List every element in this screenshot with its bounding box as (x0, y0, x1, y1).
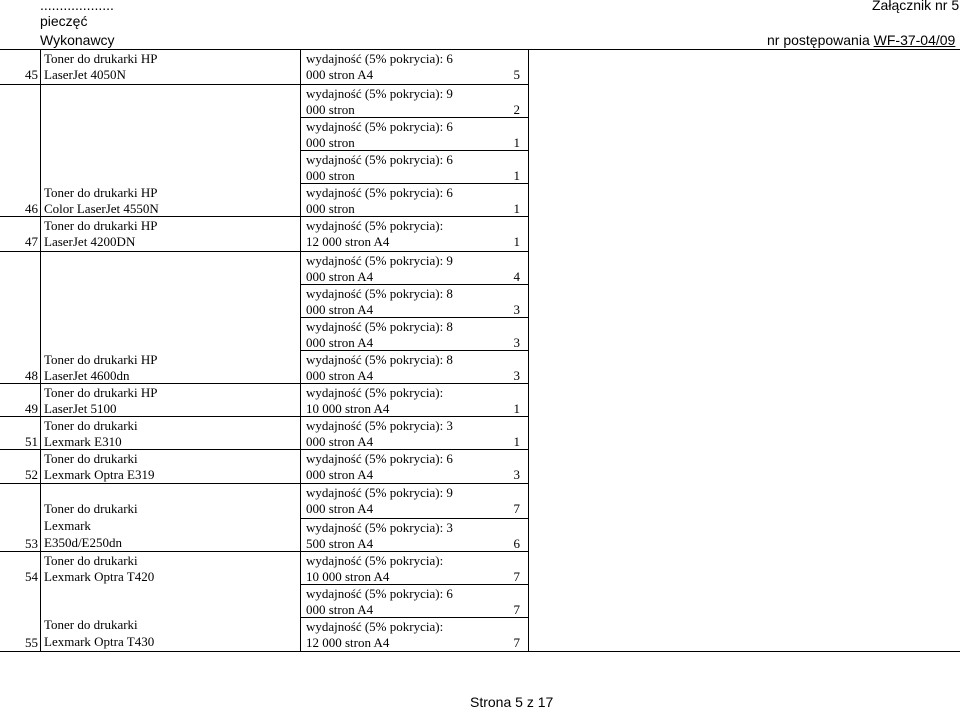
quantity-cell: 1 (513, 135, 520, 150)
quantity-cell: 1 (513, 234, 520, 249)
yield-line2: 12 000 stron A4 (306, 234, 390, 249)
printer-name-line1: Toner do drukarki (44, 617, 138, 632)
yield-line2: 000 stron A4 (306, 67, 374, 82)
yield-row-divider (300, 84, 528, 85)
yield-line2: 10 000 stron A4 (306, 401, 390, 416)
yield-line1: wydajność (5% pokrycia): 6 (306, 185, 453, 200)
quantity-cell: 1 (513, 168, 520, 183)
quantity-cell: 7 (513, 635, 520, 650)
row-number: 45 (25, 67, 38, 82)
printer-name-line1: Toner do drukarki HP (44, 185, 158, 200)
name-row-divider (0, 251, 300, 252)
yield-line1: wydajność (5% pokrycia): 3 (306, 418, 453, 433)
row-number: 46 (25, 201, 38, 216)
yield-line2: 000 stron A4 (306, 302, 374, 317)
quantity-cell: 7 (513, 602, 520, 617)
yield-line2: 000 stron A4 (306, 269, 374, 284)
row-number: 49 (25, 401, 38, 416)
yield-line2: 000 stron (306, 201, 355, 216)
printer-name-line2: Lexmark Optra T420 (44, 569, 155, 584)
quantity-cell: 3 (513, 302, 520, 317)
printer-name-line2: Lexmark E310 (44, 434, 122, 449)
yield-line1: wydajność (5% pokrycia): 3 (306, 520, 453, 535)
quantity-cell: 3 (513, 335, 520, 350)
quantity-cell: 6 (513, 536, 520, 551)
yield-line1: wydajność (5% pokrycia): (306, 619, 444, 634)
printer-name-line2: LaserJet 5100 (44, 401, 117, 416)
quantity-cell: 7 (513, 569, 520, 584)
printer-name-line2: Lexmark (44, 518, 91, 533)
yield-line2: 000 stron A4 (306, 335, 374, 350)
quantity-cell: 1 (513, 401, 520, 416)
printer-name-line2: Color LaserJet 4550N (44, 201, 159, 216)
yield-line2: 000 stron (306, 102, 355, 117)
name-row-divider (0, 483, 300, 484)
row-number: 52 (25, 467, 38, 482)
yield-row-divider (300, 483, 528, 484)
yield-line1: wydajność (5% pokrycia): 9 (306, 485, 453, 500)
printer-name-line2: Lexmark Optra T430 (44, 634, 155, 649)
row-number: 54 (25, 569, 38, 584)
procedure-number: nr postępowania WF-37-04/09 (767, 32, 956, 48)
printer-name-line1: Toner do drukarki HP (44, 51, 158, 66)
yield-line2: 000 stron A4 (306, 434, 374, 449)
yield-line1: wydajność (5% pokrycia): 6 (306, 451, 453, 466)
yield-line1: wydajność (5% pokrycia): 8 (306, 319, 453, 334)
yield-line1: wydajność (5% pokrycia): (306, 385, 444, 400)
row-number: 55 (25, 635, 38, 650)
row-number: 47 (25, 234, 38, 249)
attachment-label: Załącznik nr 5 (872, 0, 960, 13)
yield-line2: 12 000 stron A4 (306, 635, 390, 650)
yield-line1: wydajność (5% pokrycia): 8 (306, 352, 453, 367)
printer-name-line2: LaserJet 4050N (44, 67, 126, 82)
printer-name-line1: Toner do drukarki (44, 553, 138, 568)
printer-name-line3: E350d/E250dn (44, 535, 122, 550)
yield-line1: wydajność (5% pokrycia): 9 (306, 253, 453, 268)
yield-line1: wydajność (5% pokrycia): 6 (306, 586, 453, 601)
yield-line2: 000 stron A4 (306, 368, 374, 383)
printer-name-line1: Toner do drukarki HP (44, 385, 158, 400)
printer-name-line1: Toner do drukarki (44, 451, 138, 466)
row-number: 53 (25, 536, 38, 551)
quantity-cell: 1 (513, 201, 520, 216)
stamp-dots: ................... (40, 0, 114, 13)
quantity-cell: 2 (513, 102, 520, 117)
yield-line2: 000 stron A4 (306, 467, 374, 482)
name-row-divider (0, 84, 300, 85)
yield-line1: wydajność (5% pokrycia): (306, 218, 444, 233)
page-number: Strona 5 z 17 (470, 694, 554, 710)
yield-line2: 10 000 stron A4 (306, 569, 390, 584)
printer-name-line2: LaserJet 4200DN (44, 234, 136, 249)
quantity-cell: 1 (513, 434, 520, 449)
yield-line2: 000 stron A4 (306, 501, 374, 516)
contractor-label: Wykonawcy (40, 32, 115, 48)
quantity-cell: 7 (513, 501, 520, 516)
yield-line1: wydajność (5% pokrycia): 6 (306, 51, 453, 66)
yield-line2: 000 stron (306, 168, 355, 183)
yield-line1: wydajność (5% pokrycia): (306, 553, 444, 568)
yield-line1: wydajność (5% pokrycia): 9 (306, 86, 453, 101)
quantity-cell: 5 (513, 67, 520, 82)
quantity-cell: 3 (513, 467, 520, 482)
printer-name-line1: Toner do drukarki HP (44, 218, 158, 233)
yield-row-divider (300, 251, 528, 252)
yield-line1: wydajność (5% pokrycia): 6 (306, 119, 453, 134)
yield-line2: 000 stron (306, 135, 355, 150)
printer-name-line1: Toner do drukarki HP (44, 352, 158, 367)
yield-line2: 500 stron A4 (306, 536, 374, 551)
stamp-label: pieczęć (40, 13, 88, 29)
printer-name-line2: Lexmark Optra E319 (44, 467, 155, 482)
row-number: 51 (25, 434, 38, 449)
name-row-divider (0, 551, 300, 552)
yield-line2: 000 stron A4 (306, 602, 374, 617)
printer-name-line1: Toner do drukarki (44, 418, 138, 433)
yield-row-divider (300, 518, 528, 519)
row-number: 48 (25, 368, 38, 383)
quantity-cell: 3 (513, 368, 520, 383)
yield-line1: wydajność (5% pokrycia): 6 (306, 152, 453, 167)
procedure-number-value: WF-37-04/09 (873, 32, 956, 48)
printer-name-line1: Toner do drukarki (44, 501, 138, 516)
quantity-cell: 4 (513, 269, 520, 284)
printer-name-line2: LaserJet 4600dn (44, 368, 130, 383)
yield-line1: wydajność (5% pokrycia): 8 (306, 286, 453, 301)
